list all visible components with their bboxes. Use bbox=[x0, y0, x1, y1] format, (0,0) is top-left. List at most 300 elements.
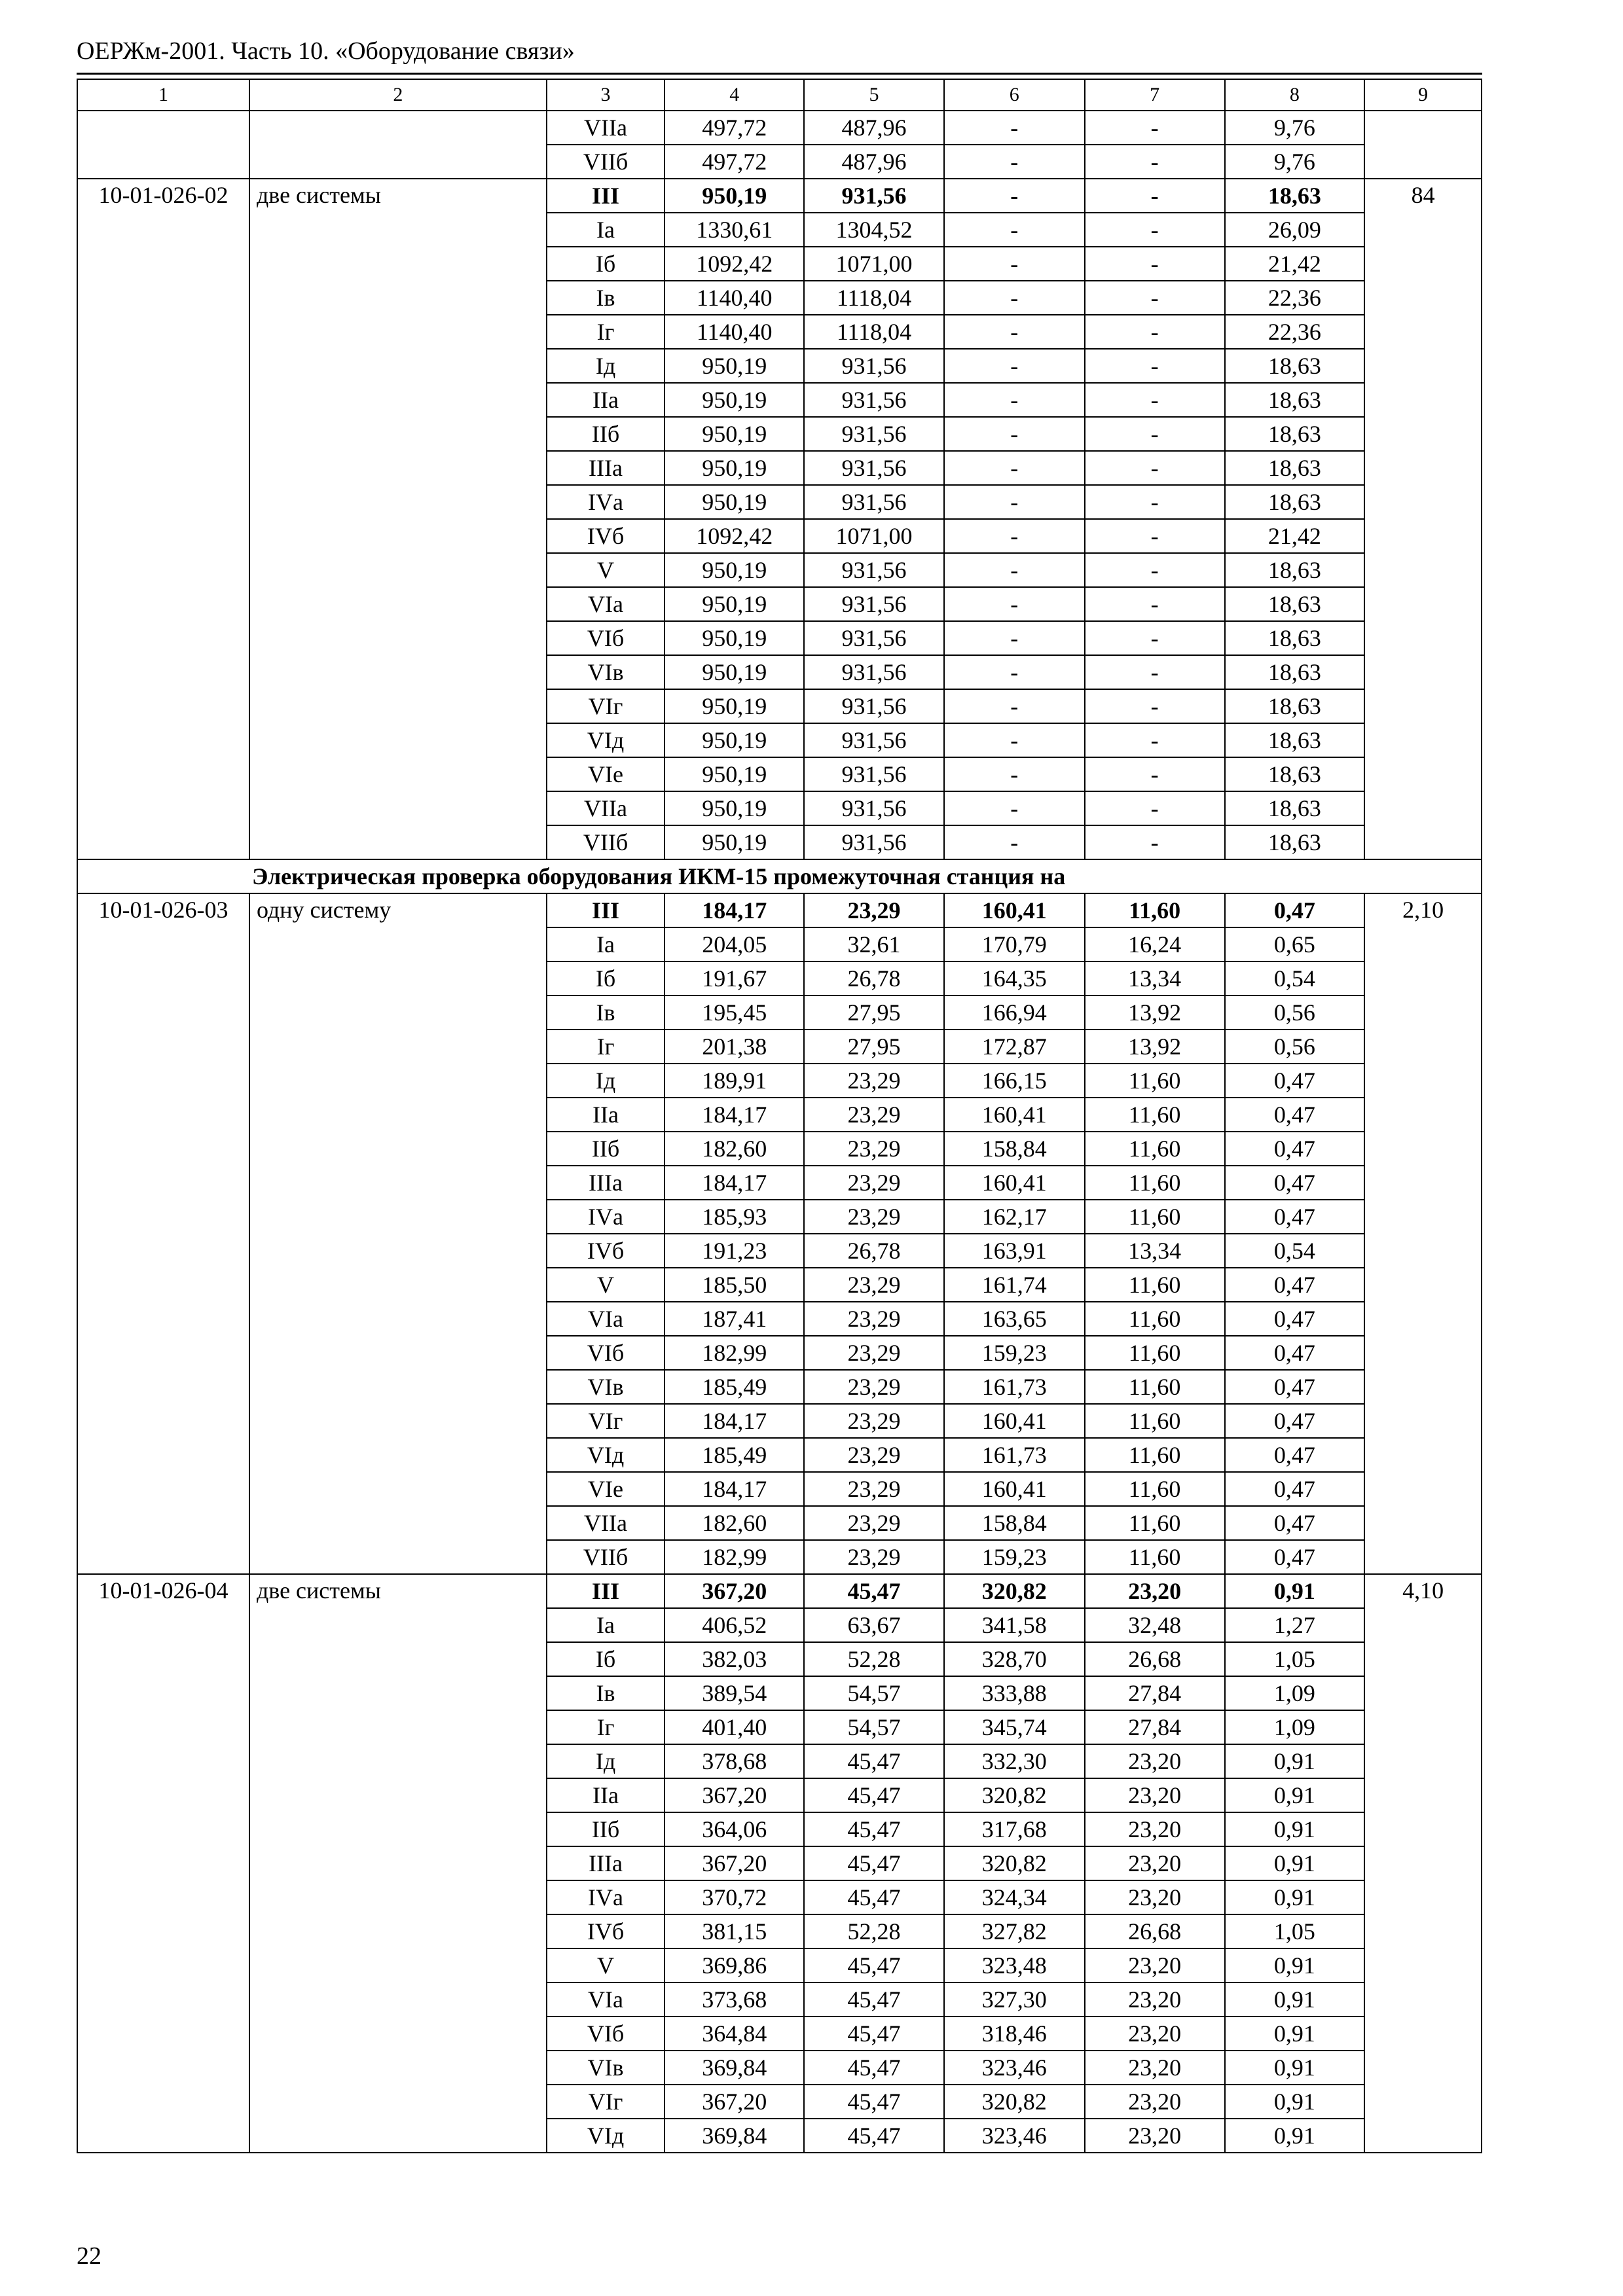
value-cell-col7: 13,34 bbox=[1085, 1234, 1225, 1268]
value-cell-col6: 163,91 bbox=[944, 1234, 1085, 1268]
value-cell-col6: - bbox=[944, 519, 1085, 553]
value-cell-col5: 23,29 bbox=[804, 1506, 944, 1540]
value-cell-col5: 931,56 bbox=[804, 757, 944, 791]
value-cell-col7: 11,60 bbox=[1085, 1506, 1225, 1540]
page-number: 22 bbox=[77, 2242, 101, 2270]
value-cell-col8: 18,63 bbox=[1225, 553, 1365, 587]
value-cell-col6: 341,58 bbox=[944, 1608, 1085, 1642]
value-cell-col7: - bbox=[1085, 213, 1225, 247]
zone-cell: Iа bbox=[547, 927, 665, 961]
value-cell-col5: 23,29 bbox=[804, 1166, 944, 1200]
value-cell-col5: 1118,04 bbox=[804, 281, 944, 315]
value-cell-col7: - bbox=[1085, 247, 1225, 281]
zone-cell: Iв bbox=[547, 281, 665, 315]
value-cell-col7: 11,60 bbox=[1085, 1064, 1225, 1098]
value-cell-col4: 364,06 bbox=[665, 1812, 804, 1846]
zone-cell: Iд bbox=[547, 1744, 665, 1778]
value-cell-col7: 11,60 bbox=[1085, 1268, 1225, 1302]
value-cell-col7: - bbox=[1085, 757, 1225, 791]
value-cell-col8: 18,63 bbox=[1225, 179, 1365, 213]
value-cell-col8: 0,91 bbox=[1225, 1778, 1365, 1812]
value-cell-col5: 931,56 bbox=[804, 349, 944, 383]
zone-cell: VIв bbox=[547, 655, 665, 689]
zone-cell: Iб bbox=[547, 961, 665, 996]
value-cell-col8: 0,47 bbox=[1225, 1370, 1365, 1404]
value-cell-col7: 11,60 bbox=[1085, 1302, 1225, 1336]
value-cell-col5: 931,56 bbox=[804, 587, 944, 621]
value-cell-col8: 0,47 bbox=[1225, 1166, 1365, 1200]
value-cell-col4: 950,19 bbox=[665, 689, 804, 723]
value-cell-col5: 931,56 bbox=[804, 723, 944, 757]
value-cell-col8: 0,91 bbox=[1225, 1744, 1365, 1778]
value-cell-col8: 18,63 bbox=[1225, 825, 1365, 859]
value-cell-col4: 389,54 bbox=[665, 1676, 804, 1710]
value-cell-col5: 931,56 bbox=[804, 689, 944, 723]
value-cell-col6: 159,23 bbox=[944, 1336, 1085, 1370]
rate-code-cell: 10-01-026-03 bbox=[77, 893, 249, 1574]
column-number: 3 bbox=[547, 79, 665, 111]
value-cell-col6: - bbox=[944, 825, 1085, 859]
zone-cell: Iг bbox=[547, 1710, 665, 1744]
value-cell-col5: 23,29 bbox=[804, 1302, 944, 1336]
value-cell-col8: 18,63 bbox=[1225, 587, 1365, 621]
value-cell-col4: 950,19 bbox=[665, 179, 804, 213]
value-cell-col6: - bbox=[944, 451, 1085, 485]
section-title: Электрическая проверка оборудования ИКМ-15 промежуточная станция на bbox=[77, 859, 1482, 893]
header-rule bbox=[77, 73, 1482, 75]
value-cell-col5: 23,29 bbox=[804, 893, 944, 927]
table-row bbox=[77, 893, 1482, 927]
value-cell-col7: - bbox=[1085, 825, 1225, 859]
value-cell-col5: 23,29 bbox=[804, 1098, 944, 1132]
column-number-row bbox=[77, 79, 1482, 111]
value-cell-col6: 160,41 bbox=[944, 893, 1085, 927]
value-cell-col7: 13,34 bbox=[1085, 961, 1225, 996]
value-cell-col7: 11,60 bbox=[1085, 1132, 1225, 1166]
value-cell-col5: 1304,52 bbox=[804, 213, 944, 247]
value-cell-col4: 185,50 bbox=[665, 1268, 804, 1302]
value-cell-col7: - bbox=[1085, 485, 1225, 519]
value-cell-col5: 23,29 bbox=[804, 1472, 944, 1506]
zone-cell: VIе bbox=[547, 757, 665, 791]
value-cell-col8: 0,91 bbox=[1225, 1812, 1365, 1846]
value-cell-col5: 52,28 bbox=[804, 1642, 944, 1676]
value-cell-col4: 950,19 bbox=[665, 451, 804, 485]
value-cell-col5: 45,47 bbox=[804, 1982, 944, 2017]
value-cell-col8: 18,63 bbox=[1225, 349, 1365, 383]
value-cell-col6: - bbox=[944, 485, 1085, 519]
value-cell-col6: 164,35 bbox=[944, 961, 1085, 996]
value-cell-col6: 170,79 bbox=[944, 927, 1085, 961]
value-cell-col5: 23,29 bbox=[804, 1132, 944, 1166]
value-cell-col4: 373,68 bbox=[665, 1982, 804, 2017]
value-cell-col7: 13,92 bbox=[1085, 996, 1225, 1030]
zone-cell: VIб bbox=[547, 621, 665, 655]
value-cell-col5: 45,47 bbox=[804, 1812, 944, 1846]
zone-cell: IVа bbox=[547, 1880, 665, 1914]
value-cell-col7: - bbox=[1085, 519, 1225, 553]
value-cell-col5: 32,61 bbox=[804, 927, 944, 961]
zone-cell: VIб bbox=[547, 2017, 665, 2051]
value-cell-col8: 18,63 bbox=[1225, 757, 1365, 791]
value-cell-col8: 0,47 bbox=[1225, 1404, 1365, 1438]
zone-cell: V bbox=[547, 1268, 665, 1302]
value-cell-col7: - bbox=[1085, 145, 1225, 179]
value-cell-col7: - bbox=[1085, 689, 1225, 723]
value-cell-col4: 367,20 bbox=[665, 1778, 804, 1812]
zone-cell: Iд bbox=[547, 349, 665, 383]
value-cell-col6: 327,82 bbox=[944, 1914, 1085, 1948]
zone-cell: VIIб bbox=[547, 145, 665, 179]
zone-cell: Iа bbox=[547, 213, 665, 247]
value-cell-col8: 0,47 bbox=[1225, 893, 1365, 927]
column-number: 4 bbox=[665, 79, 804, 111]
zone-cell: VIа bbox=[547, 1302, 665, 1336]
value-cell-col6: 320,82 bbox=[944, 1574, 1085, 1608]
value-cell-col6: 323,46 bbox=[944, 2051, 1085, 2085]
value-cell-col5: 487,96 bbox=[804, 111, 944, 145]
value-cell-col5: 931,56 bbox=[804, 553, 944, 587]
value-cell-col8: 0,56 bbox=[1225, 1030, 1365, 1064]
value-cell-col8: 0,47 bbox=[1225, 1064, 1365, 1098]
rate-code-cell bbox=[77, 111, 249, 179]
value-cell-col8: 0,56 bbox=[1225, 996, 1365, 1030]
value-cell-col6: 166,94 bbox=[944, 996, 1085, 1030]
value-cell-col8: 1,27 bbox=[1225, 1608, 1365, 1642]
value-cell-col8: 0,91 bbox=[1225, 2085, 1365, 2119]
value-cell-col6: 166,15 bbox=[944, 1064, 1085, 1098]
zone-cell: V bbox=[547, 553, 665, 587]
value-cell-col7: 23,20 bbox=[1085, 2051, 1225, 2085]
table-row bbox=[77, 179, 1482, 213]
zone-cell: Iа bbox=[547, 1608, 665, 1642]
zone-cell: IVб bbox=[547, 1914, 665, 1948]
value-cell-col5: 27,95 bbox=[804, 1030, 944, 1064]
value-cell-col4: 1140,40 bbox=[665, 315, 804, 349]
value-cell-col6: 317,68 bbox=[944, 1812, 1085, 1846]
value-cell-col4: 187,41 bbox=[665, 1302, 804, 1336]
value-cell-col8: 0,47 bbox=[1225, 1132, 1365, 1166]
zone-cell: VIIа bbox=[547, 1506, 665, 1540]
value-cell-col4: 950,19 bbox=[665, 553, 804, 587]
value-cell-col6: - bbox=[944, 621, 1085, 655]
value-cell-col8: 0,54 bbox=[1225, 961, 1365, 996]
value-cell-col8: 1,05 bbox=[1225, 1642, 1365, 1676]
value-cell-col4: 950,19 bbox=[665, 621, 804, 655]
column-number: 2 bbox=[249, 79, 547, 111]
value-cell-col6: - bbox=[944, 349, 1085, 383]
value-cell-col7: - bbox=[1085, 723, 1225, 757]
value-cell-col8: 18,63 bbox=[1225, 485, 1365, 519]
value-cell-col6: 328,70 bbox=[944, 1642, 1085, 1676]
value-cell-col6: 159,23 bbox=[944, 1540, 1085, 1574]
value-cell-col5: 931,56 bbox=[804, 417, 944, 451]
value-cell-col6: - bbox=[944, 655, 1085, 689]
value-cell-col6: 324,34 bbox=[944, 1880, 1085, 1914]
value-cell-col7: 11,60 bbox=[1085, 1438, 1225, 1472]
value-cell-col8: 18,63 bbox=[1225, 655, 1365, 689]
value-cell-col5: 1071,00 bbox=[804, 519, 944, 553]
value-cell-col8: 0,47 bbox=[1225, 1200, 1365, 1234]
value-cell-col8: 0,47 bbox=[1225, 1302, 1365, 1336]
value-cell-col8: 22,36 bbox=[1225, 315, 1365, 349]
value-cell-col7: 11,60 bbox=[1085, 893, 1225, 927]
zone-cell: IVб bbox=[547, 1234, 665, 1268]
value-cell-col5: 45,47 bbox=[804, 1778, 944, 1812]
value-cell-col6: 320,82 bbox=[944, 1846, 1085, 1880]
zone-cell: III bbox=[547, 1574, 665, 1608]
value-cell-col8: 0,47 bbox=[1225, 1268, 1365, 1302]
zone-cell: IIа bbox=[547, 1778, 665, 1812]
value-cell-col5: 26,78 bbox=[804, 961, 944, 996]
value-cell-col4: 369,84 bbox=[665, 2119, 804, 2153]
value-cell-col6: - bbox=[944, 791, 1085, 825]
section-title-row bbox=[77, 859, 1482, 893]
column-number: 9 bbox=[1364, 79, 1482, 111]
value-cell-col6: 160,41 bbox=[944, 1404, 1085, 1438]
value-cell-col5: 487,96 bbox=[804, 145, 944, 179]
column-number: 7 bbox=[1085, 79, 1225, 111]
value-cell-col5: 45,47 bbox=[804, 2085, 944, 2119]
norm-cell-col9: 4,10 bbox=[1364, 1574, 1482, 2153]
value-cell-col4: 367,20 bbox=[665, 1846, 804, 1880]
value-cell-col7: 11,60 bbox=[1085, 1472, 1225, 1506]
zone-cell: IIб bbox=[547, 1812, 665, 1846]
table-row bbox=[77, 1574, 1482, 1608]
value-cell-col6: - bbox=[944, 383, 1085, 417]
value-cell-col8: 9,76 bbox=[1225, 111, 1365, 145]
value-cell-col5: 45,47 bbox=[804, 1744, 944, 1778]
value-cell-col8: 0,91 bbox=[1225, 1948, 1365, 1982]
zone-cell: VIд bbox=[547, 723, 665, 757]
zone-cell: Iв bbox=[547, 996, 665, 1030]
description-cell: одну систему bbox=[249, 893, 547, 1574]
value-cell-col4: 950,19 bbox=[665, 757, 804, 791]
value-cell-col8: 18,63 bbox=[1225, 689, 1365, 723]
value-cell-col8: 0,47 bbox=[1225, 1506, 1365, 1540]
zone-cell: III bbox=[547, 179, 665, 213]
value-cell-col8: 18,63 bbox=[1225, 451, 1365, 485]
zone-cell: IVа bbox=[547, 485, 665, 519]
value-cell-col7: 26,68 bbox=[1085, 1642, 1225, 1676]
value-cell-col6: 323,46 bbox=[944, 2119, 1085, 2153]
value-cell-col8: 0,47 bbox=[1225, 1336, 1365, 1370]
norm-cell-col9: 2,10 bbox=[1364, 893, 1482, 1574]
value-cell-col8: 0,91 bbox=[1225, 1880, 1365, 1914]
value-cell-col7: - bbox=[1085, 111, 1225, 145]
value-cell-col7: 11,60 bbox=[1085, 1166, 1225, 1200]
value-cell-col4: 401,40 bbox=[665, 1710, 804, 1744]
value-cell-col7: - bbox=[1085, 315, 1225, 349]
value-cell-col6: - bbox=[944, 417, 1085, 451]
value-cell-col6: 162,17 bbox=[944, 1200, 1085, 1234]
value-cell-col4: 1330,61 bbox=[665, 213, 804, 247]
value-cell-col4: 497,72 bbox=[665, 111, 804, 145]
value-cell-col5: 23,29 bbox=[804, 1438, 944, 1472]
value-cell-col6: - bbox=[944, 689, 1085, 723]
value-cell-col7: 23,20 bbox=[1085, 1948, 1225, 1982]
value-cell-col5: 26,78 bbox=[804, 1234, 944, 1268]
value-cell-col4: 369,86 bbox=[665, 1948, 804, 1982]
value-cell-col7: - bbox=[1085, 349, 1225, 383]
column-number: 8 bbox=[1225, 79, 1365, 111]
zone-cell: VIе bbox=[547, 1472, 665, 1506]
value-cell-col4: 370,72 bbox=[665, 1880, 804, 1914]
value-cell-col4: 367,20 bbox=[665, 1574, 804, 1608]
value-cell-col6: - bbox=[944, 723, 1085, 757]
zone-cell: VIIб bbox=[547, 1540, 665, 1574]
value-cell-col5: 45,47 bbox=[804, 1846, 944, 1880]
value-cell-col7: 11,60 bbox=[1085, 1370, 1225, 1404]
description-cell: две системы bbox=[249, 179, 547, 859]
value-cell-col8: 0,47 bbox=[1225, 1540, 1365, 1574]
value-cell-col7: 23,20 bbox=[1085, 2085, 1225, 2119]
value-cell-col6: 318,46 bbox=[944, 2017, 1085, 2051]
value-cell-col4: 950,19 bbox=[665, 349, 804, 383]
zone-cell: IIб bbox=[547, 417, 665, 451]
table-body bbox=[77, 79, 1482, 2153]
value-cell-col6: - bbox=[944, 247, 1085, 281]
value-cell-col4: 1092,42 bbox=[665, 519, 804, 553]
value-cell-col7: 11,60 bbox=[1085, 1336, 1225, 1370]
value-cell-col4: 1140,40 bbox=[665, 281, 804, 315]
value-cell-col7: 32,48 bbox=[1085, 1608, 1225, 1642]
value-cell-col6: 160,41 bbox=[944, 1098, 1085, 1132]
zone-cell: VIв bbox=[547, 2051, 665, 2085]
value-cell-col5: 931,56 bbox=[804, 179, 944, 213]
value-cell-col8: 21,42 bbox=[1225, 519, 1365, 553]
value-cell-col5: 931,56 bbox=[804, 791, 944, 825]
value-cell-col4: 204,05 bbox=[665, 927, 804, 961]
value-cell-col8: 0,91 bbox=[1225, 1982, 1365, 2017]
value-cell-col8: 0,65 bbox=[1225, 927, 1365, 961]
value-cell-col4: 195,45 bbox=[665, 996, 804, 1030]
value-cell-col5: 23,29 bbox=[804, 1200, 944, 1234]
value-cell-col4: 381,15 bbox=[665, 1914, 804, 1948]
value-cell-col8: 0,91 bbox=[1225, 1574, 1365, 1608]
value-cell-col7: 16,24 bbox=[1085, 927, 1225, 961]
value-cell-col5: 54,57 bbox=[804, 1676, 944, 1710]
value-cell-col8: 0,47 bbox=[1225, 1472, 1365, 1506]
value-cell-col4: 406,52 bbox=[665, 1608, 804, 1642]
value-cell-col5: 931,56 bbox=[804, 485, 944, 519]
value-cell-col4: 950,19 bbox=[665, 723, 804, 757]
value-cell-col5: 27,95 bbox=[804, 996, 944, 1030]
norm-cell-col9: 84 bbox=[1364, 179, 1482, 859]
value-cell-col7: 27,84 bbox=[1085, 1676, 1225, 1710]
value-cell-col4: 184,17 bbox=[665, 893, 804, 927]
value-cell-col4: 191,67 bbox=[665, 961, 804, 996]
value-cell-col4: 189,91 bbox=[665, 1064, 804, 1098]
value-cell-col5: 52,28 bbox=[804, 1914, 944, 1948]
value-cell-col7: - bbox=[1085, 553, 1225, 587]
value-cell-col7: - bbox=[1085, 451, 1225, 485]
value-cell-col7: 23,20 bbox=[1085, 1574, 1225, 1608]
value-cell-col7: 23,20 bbox=[1085, 1982, 1225, 2017]
zone-cell: VIв bbox=[547, 1370, 665, 1404]
value-cell-col8: 1,05 bbox=[1225, 1914, 1365, 1948]
value-cell-col6: 323,48 bbox=[944, 1948, 1085, 1982]
value-cell-col7: - bbox=[1085, 417, 1225, 451]
value-cell-col8: 26,09 bbox=[1225, 213, 1365, 247]
value-cell-col4: 1092,42 bbox=[665, 247, 804, 281]
zone-cell: Iб bbox=[547, 247, 665, 281]
value-cell-col5: 1071,00 bbox=[804, 247, 944, 281]
value-cell-col6: 320,82 bbox=[944, 2085, 1085, 2119]
value-cell-col7: 23,20 bbox=[1085, 2017, 1225, 2051]
value-cell-col7: - bbox=[1085, 179, 1225, 213]
value-cell-col7: 26,68 bbox=[1085, 1914, 1225, 1948]
value-cell-col4: 184,17 bbox=[665, 1404, 804, 1438]
value-cell-col4: 191,23 bbox=[665, 1234, 804, 1268]
zone-cell: VIг bbox=[547, 689, 665, 723]
value-cell-col8: 18,63 bbox=[1225, 791, 1365, 825]
value-cell-col8: 0,47 bbox=[1225, 1098, 1365, 1132]
value-cell-col5: 63,67 bbox=[804, 1608, 944, 1642]
zone-cell: VIа bbox=[547, 587, 665, 621]
value-cell-col7: - bbox=[1085, 281, 1225, 315]
value-cell-col5: 45,47 bbox=[804, 1948, 944, 1982]
zone-cell: IIб bbox=[547, 1132, 665, 1166]
value-cell-col8: 21,42 bbox=[1225, 247, 1365, 281]
value-cell-col4: 184,17 bbox=[665, 1098, 804, 1132]
value-cell-col5: 23,29 bbox=[804, 1540, 944, 1574]
value-cell-col8: 1,09 bbox=[1225, 1710, 1365, 1744]
value-cell-col5: 931,56 bbox=[804, 655, 944, 689]
column-number: 6 bbox=[944, 79, 1085, 111]
value-cell-col6: - bbox=[944, 213, 1085, 247]
value-cell-col4: 364,84 bbox=[665, 2017, 804, 2051]
value-cell-col6: 163,65 bbox=[944, 1302, 1085, 1336]
value-cell-col5: 931,56 bbox=[804, 621, 944, 655]
value-cell-col8: 1,09 bbox=[1225, 1676, 1365, 1710]
value-cell-col5: 45,47 bbox=[804, 2119, 944, 2153]
table-row bbox=[77, 111, 1482, 145]
value-cell-col5: 23,29 bbox=[804, 1268, 944, 1302]
zone-cell: VIг bbox=[547, 2085, 665, 2119]
value-cell-col7: 13,92 bbox=[1085, 1030, 1225, 1064]
value-cell-col6: - bbox=[944, 145, 1085, 179]
value-cell-col8: 9,76 bbox=[1225, 145, 1365, 179]
rate-code-cell: 10-01-026-02 bbox=[77, 179, 249, 859]
value-cell-col4: 950,19 bbox=[665, 485, 804, 519]
value-cell-col6: 345,74 bbox=[944, 1710, 1085, 1744]
zone-cell: Iд bbox=[547, 1064, 665, 1098]
value-cell-col6: - bbox=[944, 281, 1085, 315]
value-cell-col8: 22,36 bbox=[1225, 281, 1365, 315]
value-cell-col8: 0,91 bbox=[1225, 2017, 1365, 2051]
value-cell-col6: - bbox=[944, 757, 1085, 791]
value-cell-col6: - bbox=[944, 315, 1085, 349]
value-cell-col4: 382,03 bbox=[665, 1642, 804, 1676]
value-cell-col4: 182,99 bbox=[665, 1336, 804, 1370]
value-cell-col8: 0,54 bbox=[1225, 1234, 1365, 1268]
value-cell-col7: 11,60 bbox=[1085, 1098, 1225, 1132]
value-cell-col7: - bbox=[1085, 791, 1225, 825]
page-header: ОЕРЖм-2001. Часть 10. «Оборудование связи» bbox=[77, 37, 575, 65]
zone-cell: VIд bbox=[547, 1438, 665, 1472]
description-cell: две системы bbox=[249, 1574, 547, 2153]
value-cell-col4: 185,93 bbox=[665, 1200, 804, 1234]
value-cell-col4: 497,72 bbox=[665, 145, 804, 179]
zone-cell: VIIб bbox=[547, 825, 665, 859]
value-cell-col4: 950,19 bbox=[665, 587, 804, 621]
value-cell-col4: 182,60 bbox=[665, 1506, 804, 1540]
value-cell-col5: 45,47 bbox=[804, 1574, 944, 1608]
value-cell-col4: 201,38 bbox=[665, 1030, 804, 1064]
zone-cell: IIа bbox=[547, 383, 665, 417]
value-cell-col5: 54,57 bbox=[804, 1710, 944, 1744]
